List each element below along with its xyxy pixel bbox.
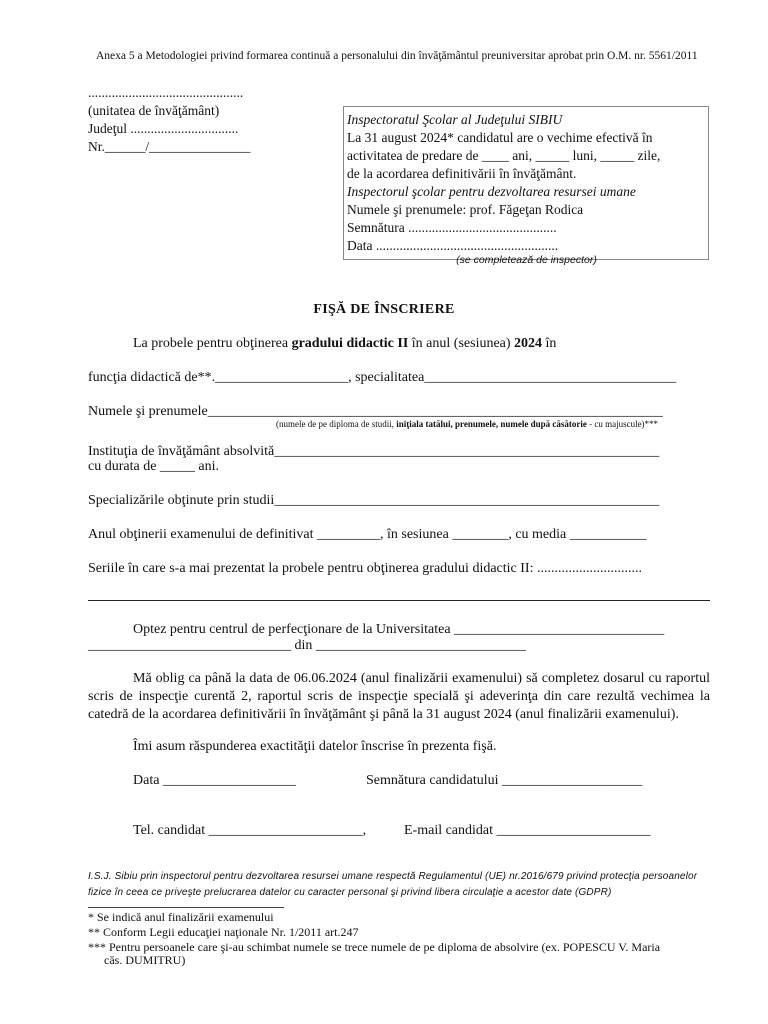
intro-year: 2024 — [514, 336, 543, 351]
previous-series-field[interactable]: Seriile în care s-a mai prezentat la probele pentru obţinerea gradului didactic II: .............................. — [88, 561, 642, 576]
gdpr-notice: I.S.J. Sibiu prin inspectorul pentru dezvoltarea resursei umane respectă Regulamentul (UE) nr.2016/679 privind protecţia persoanelor fizice în ceea ce priveşte prelucrarea datelor cu caracter personal şi privind libera circulaţie a acestor date (GDPR) — [88, 871, 698, 898]
school-unit-block — [88, 84, 250, 156]
center-field-cont[interactable]: _____________________________ din ______________________________ — [88, 638, 526, 653]
intro-grade: gradului didactic II — [291, 336, 409, 351]
unit-label: (unitatea de învăţământ) — [88, 103, 220, 118]
function-field[interactable]: funcţia didactică de**.___________________, specialitatea____________________________________ — [88, 370, 677, 385]
inspector-role: Inspectorul şcolar pentru dezvoltarea resursei umane — [347, 184, 636, 199]
inspector-name: Numele şi prenumele: prof. Făgeţan Rodica — [347, 202, 584, 217]
seniority-fields[interactable]: activitatea de predare de ____ ani, _____ luni, _____ zile, — [347, 148, 661, 163]
inspector-date-field[interactable]: Data ...................................................... — [347, 238, 559, 253]
intro-text-e: în — [542, 336, 557, 351]
footnote-3-cont: căs. DUMITRU) — [104, 953, 186, 967]
intro-line — [133, 335, 556, 353]
name-note-a: (numele de pe diploma de studii, — [276, 419, 397, 429]
page-title: FIŞĂ DE ÎNSCRIERE — [313, 302, 455, 317]
footnote-divider — [88, 907, 284, 908]
center-field[interactable]: Optez pentru centrul de perfecţionare de la Universitatea ______________________________ — [133, 622, 665, 637]
section-divider — [88, 600, 710, 601]
institution-field[interactable]: Instituţia de învăţământ absolvită_______________________________________________________ — [88, 444, 660, 459]
name-field-note — [276, 419, 658, 429]
phone-field[interactable]: Tel. candidat ______________________, — [133, 823, 367, 838]
annex-reference: Anexa 5 a Metodologiei privind formarea continuă a personalului din învăţământul preuniversitar aprobat prin O.M. nr. 5561/2011 — [96, 50, 698, 62]
duration-field[interactable]: cu durata de _____ ani. — [88, 459, 220, 474]
county-field[interactable]: ................................ — [130, 121, 239, 136]
date-field[interactable]: Data ___________________ — [133, 773, 296, 788]
footnote-3: *** Pentru persoanele care şi-au schimbat numele se trece numele de pe diploma de absolvire (ex. POPESCU V. Maria — [88, 940, 661, 954]
name-field[interactable]: Numele şi prenumele_________________________________________________________________ — [88, 404, 663, 419]
name-note-b: iniţiala tatălui, prenumele, numele după căsătorie — [396, 419, 587, 429]
email-field[interactable]: E-mail candidat ______________________ — [404, 823, 651, 838]
seniority-statement-end: de la acordarea definitivării în învăţământ. — [347, 166, 577, 181]
commitment-text: Mă oblig ca până la data de 06.06.2024 (anul finalizării examenului) să completez dosarul cu raportul scris de inspecţie curentă 2, raportul scris de inspecţie specială şi adeverinţa din care rezultă vechimea la catedră de la acordarea definitivării în învăţământ şi până la 31 august 2024 (anul finalizării examenului). — [88, 671, 710, 722]
registration-number-field[interactable]: Nr.______/_______________ — [88, 139, 251, 154]
county-label: Judeţul — [88, 121, 127, 136]
signature-field[interactable]: Semnătura candidatului ____________________ — [366, 773, 643, 788]
name-note-c: - cu majuscule)*** — [586, 419, 659, 429]
specializations-field[interactable]: Specializările obţinute prin studii_______________________________________________________ — [88, 493, 660, 508]
footnote-1: * Se indică anul finalizării examenului — [88, 910, 274, 924]
footnote-2: ** Conform Legii educaţiei naţionale Nr. 1/2011 art.247 — [88, 925, 359, 939]
intro-text-a: La probele pentru obţinerea — [133, 336, 292, 351]
responsibility-text: Îmi asum răspunderea exactităţii datelor înscrise în prezenta fişă. — [133, 739, 497, 754]
inspector-signature-field[interactable]: Semnătura ............................................ — [347, 220, 557, 235]
seniority-statement: La 31 august 2024* candidatul are o vechime efectivă în — [347, 130, 653, 145]
inspector-box — [343, 106, 709, 266]
unit-dots: .............................................. — [88, 85, 244, 100]
definitivat-field[interactable]: Anul obţinerii examenului de definitivat _________, în sesiunea ________, cu media ___________ — [88, 527, 647, 542]
county-line — [88, 120, 250, 138]
inspector-note: (se completează de inspector) — [456, 254, 597, 266]
intro-text-c: în anul (sesiunea) — [408, 336, 515, 351]
inspectorate-name: Inspectoratul Şcolar al Judeţului SIBIU — [347, 112, 563, 127]
